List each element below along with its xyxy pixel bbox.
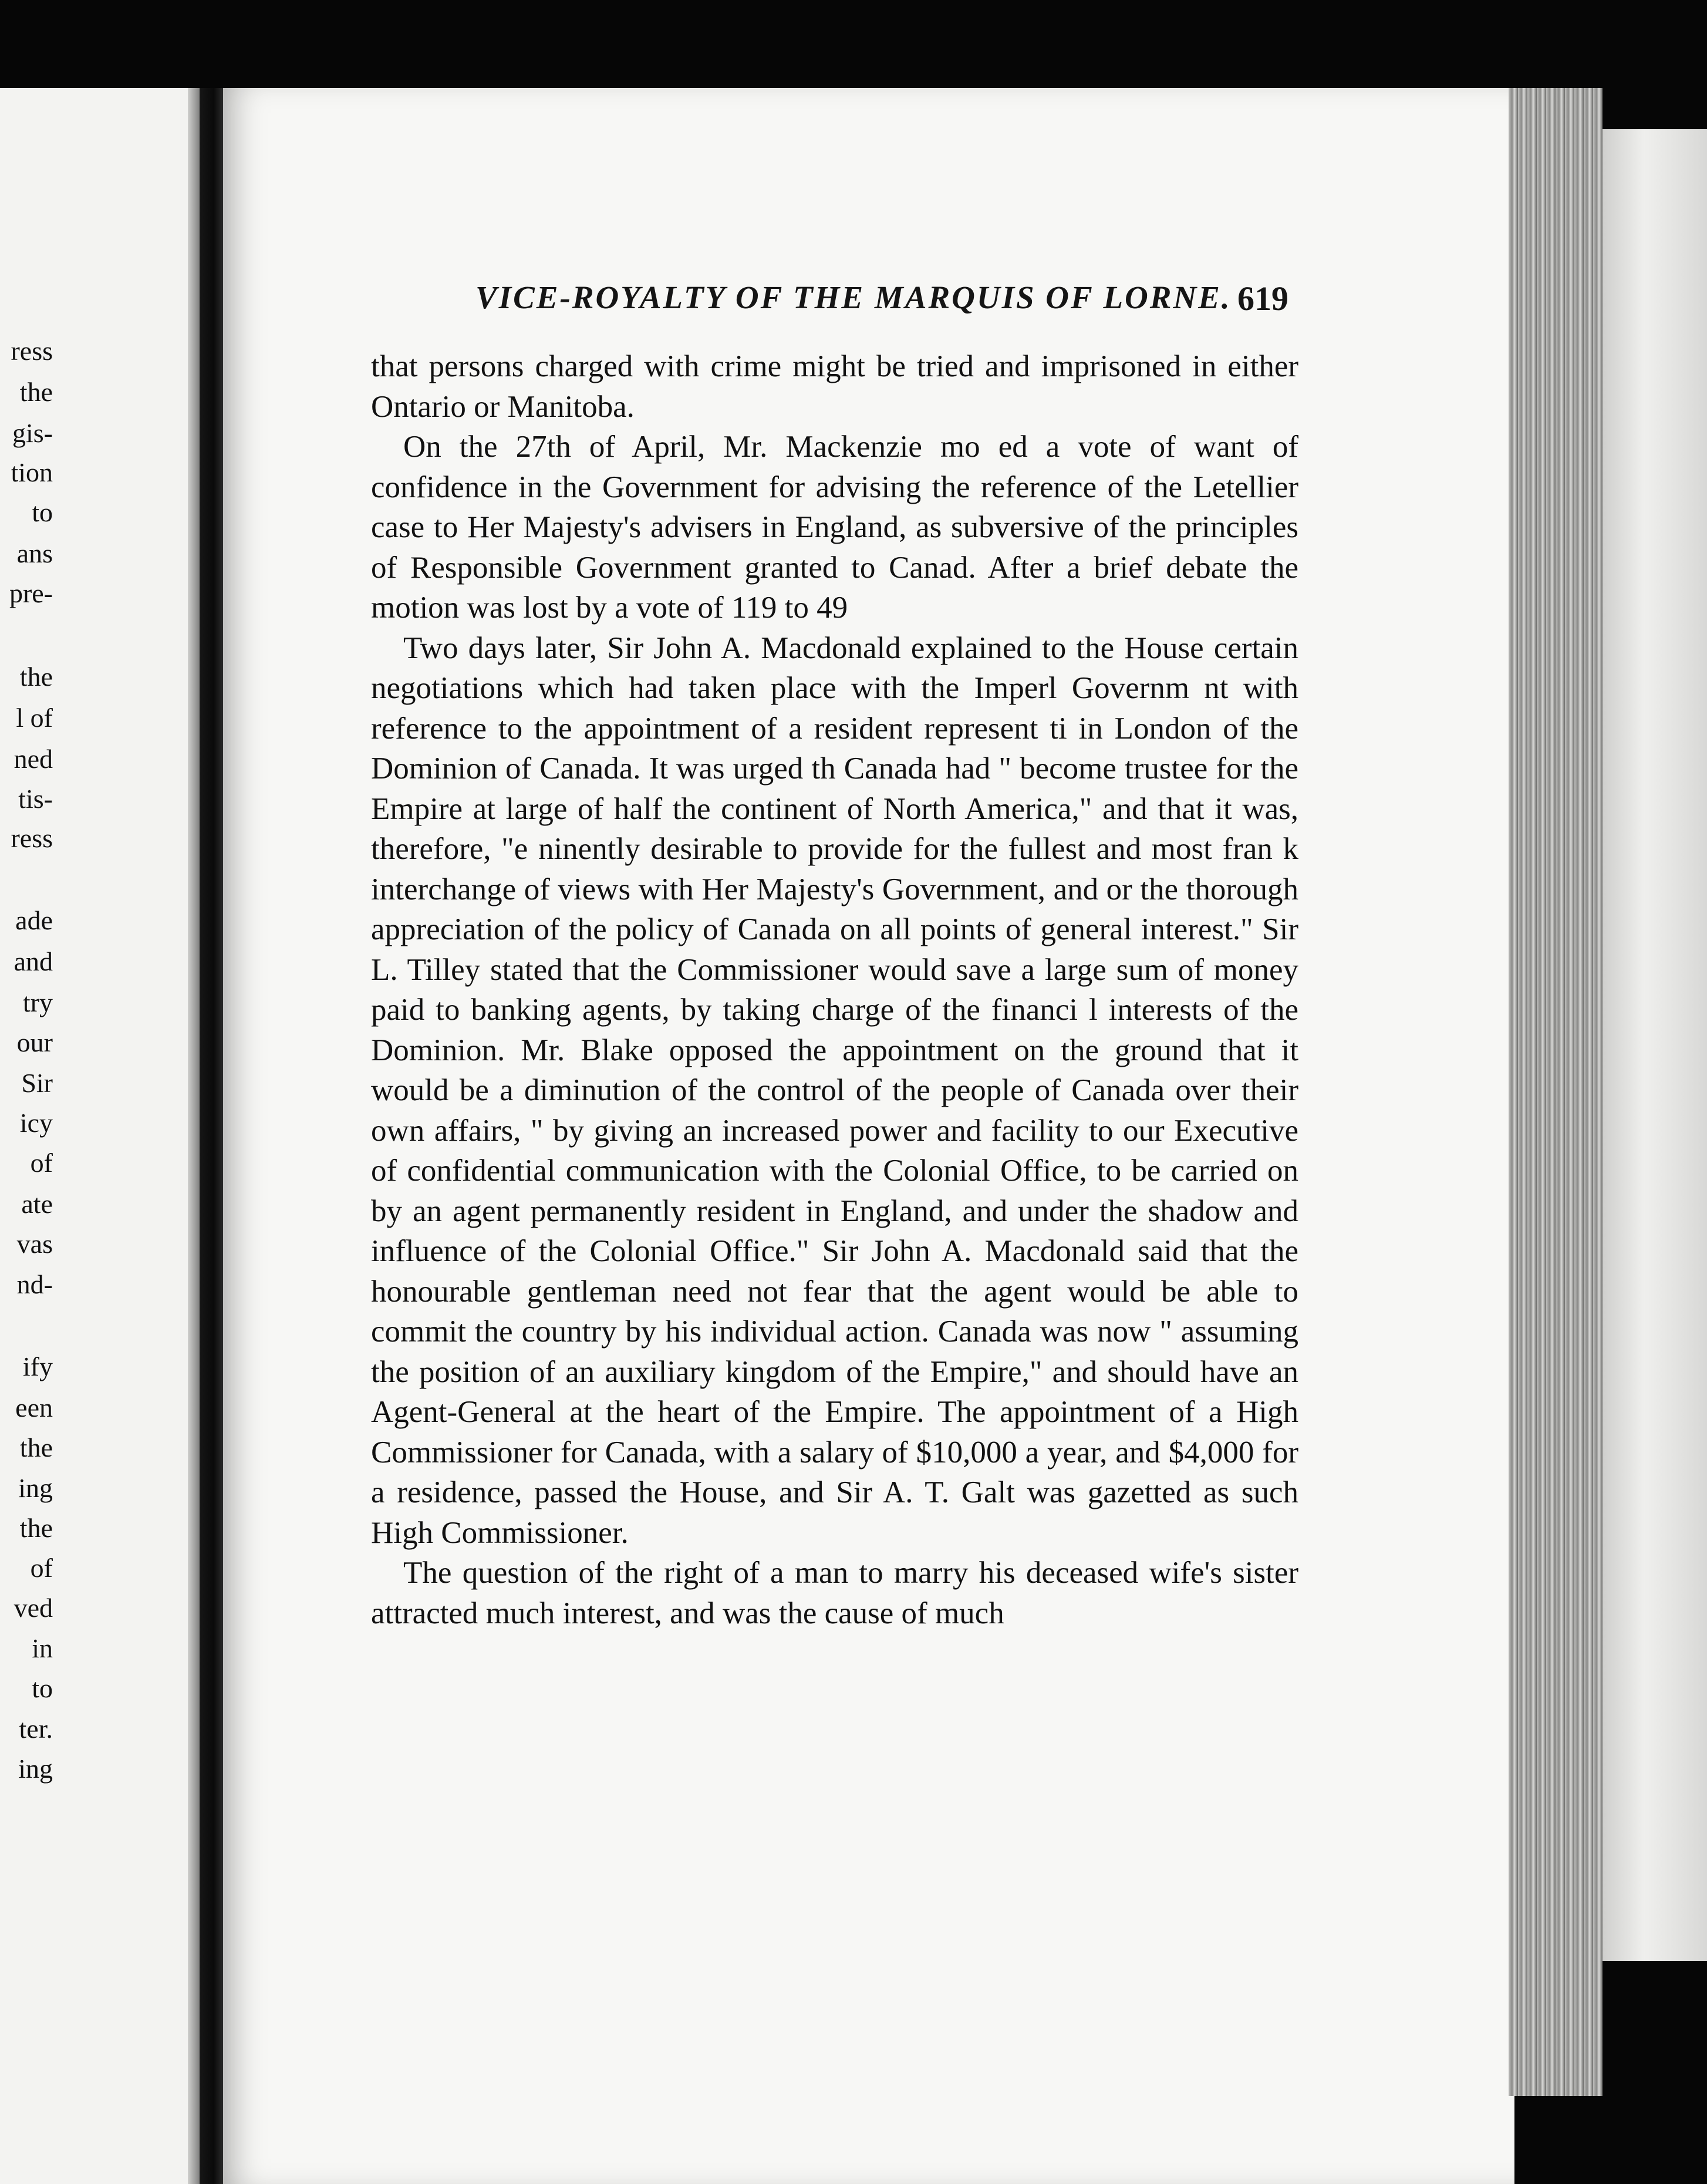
page-edges-stack xyxy=(1509,88,1603,2096)
left-fragment: to xyxy=(32,1673,53,1703)
left-fragment: in xyxy=(32,1633,53,1663)
paragraph-2: On the 27th of April, Mr. Mackenzie mo ed a vote of want of confidence in the Government for advising the reference of the Letellier case to Her Majesty's advisers in England, as subversive of the principles of Responsible Government granted to Canad. After a brief debate the motion was lost by a vote of 119 to 49 xyxy=(371,430,1298,625)
left-fragment: een xyxy=(15,1393,53,1423)
book-gutter xyxy=(200,88,223,2184)
left-fragment: ate xyxy=(21,1189,53,1219)
running-head: VICE-ROYALTY OF THE MARQUIS OF LORNE. xyxy=(475,279,1232,315)
left-fragment: the xyxy=(19,1513,53,1543)
page-number: 619 xyxy=(1237,279,1288,318)
paragraph-3: Two days later, Sir John A. Macdonald explained to the House certain negotiations which had taken place with the Imperl Governm nt with reference to the appointment of a resident represent ti in London of the Dominion of Canada. It was urged th Canada had " become trustee for the Empire at large of half the continent of North America," and that it was, therefore, "e ninently desirable to provide for the fullest and most fran k interchange of views with Her Majesty's Government, and or the thorough appreciation of the policy of Canada on all points of general interest." Sir L. Tilley stated that the Commissioner would save a large sum of money paid to banking agents, by taking charge of the financi l interests of the Dominion. Mr. Blake opposed the appointment on the ground that it would be a diminution of the control of the people of Canada over their own affairs, " by giving an increased power and facility to our Executive of confidential communication with the Colonial Office, to be carried on by an agent permanently resident in England, and under the shadow and influence of the Colonial Office." Sir John A. Macdonald said that the honourable gentleman need not fear that the agent would be able to commit the country by his individual action. Canada was now " assuming the position of an auxiliary kingdom of the Empire," and should have an Agent-General at the heart of the Empire. The appointment of a High Commissioner for Canada, with a salary of $10,000 a year, and $4,000 for a residence, passed the House, and Sir A. T. Galt was gazetted as such High Commissioner. xyxy=(371,631,1298,1550)
left-fragment: ter. xyxy=(19,1714,53,1744)
left-fragment: ved xyxy=(14,1593,53,1623)
left-fragment: icy xyxy=(19,1108,53,1138)
left-fragment: the xyxy=(19,1433,53,1462)
body-text xyxy=(371,346,1298,1633)
paragraph-4: The question of the right of a man to marry his deceased wife's sister attracted much interest, and was the cause of much xyxy=(371,1556,1298,1630)
left-fragment: tion xyxy=(11,457,53,487)
left-fragment: the xyxy=(19,377,53,407)
left-fragment: gis- xyxy=(12,418,53,448)
left-fragment: l of xyxy=(16,703,53,733)
left-fragment: and xyxy=(14,946,53,976)
left-fragment: of xyxy=(30,1148,53,1178)
left-fragment: ress xyxy=(11,336,53,366)
left-fragment: ing xyxy=(18,1473,53,1503)
left-fragment: pre- xyxy=(9,578,53,608)
left-fragment: ress xyxy=(11,823,53,853)
left-fragment: ned xyxy=(14,744,53,774)
left-facing-page xyxy=(0,88,200,2184)
left-fragment: ify xyxy=(22,1351,53,1381)
back-cover-board xyxy=(1603,129,1707,1961)
left-fragment: the xyxy=(19,662,53,692)
left-fragment: Sir xyxy=(21,1068,53,1098)
left-fragment: ing xyxy=(18,1754,53,1784)
left-fragment: vas xyxy=(16,1229,53,1259)
left-fragment: to xyxy=(32,497,53,527)
left-fragment: ans xyxy=(16,538,53,568)
left-fragment: ade xyxy=(15,905,53,935)
left-fragment: our xyxy=(16,1027,53,1057)
left-fragment: tis- xyxy=(18,784,53,814)
paragraph-1: that persons charged with crime might be tried and imprisoned in either Ontario or Manitoba. xyxy=(371,349,1298,424)
left-fragment: try xyxy=(22,987,53,1017)
left-fragment: of xyxy=(30,1553,53,1583)
left-fragment: nd- xyxy=(16,1269,53,1299)
